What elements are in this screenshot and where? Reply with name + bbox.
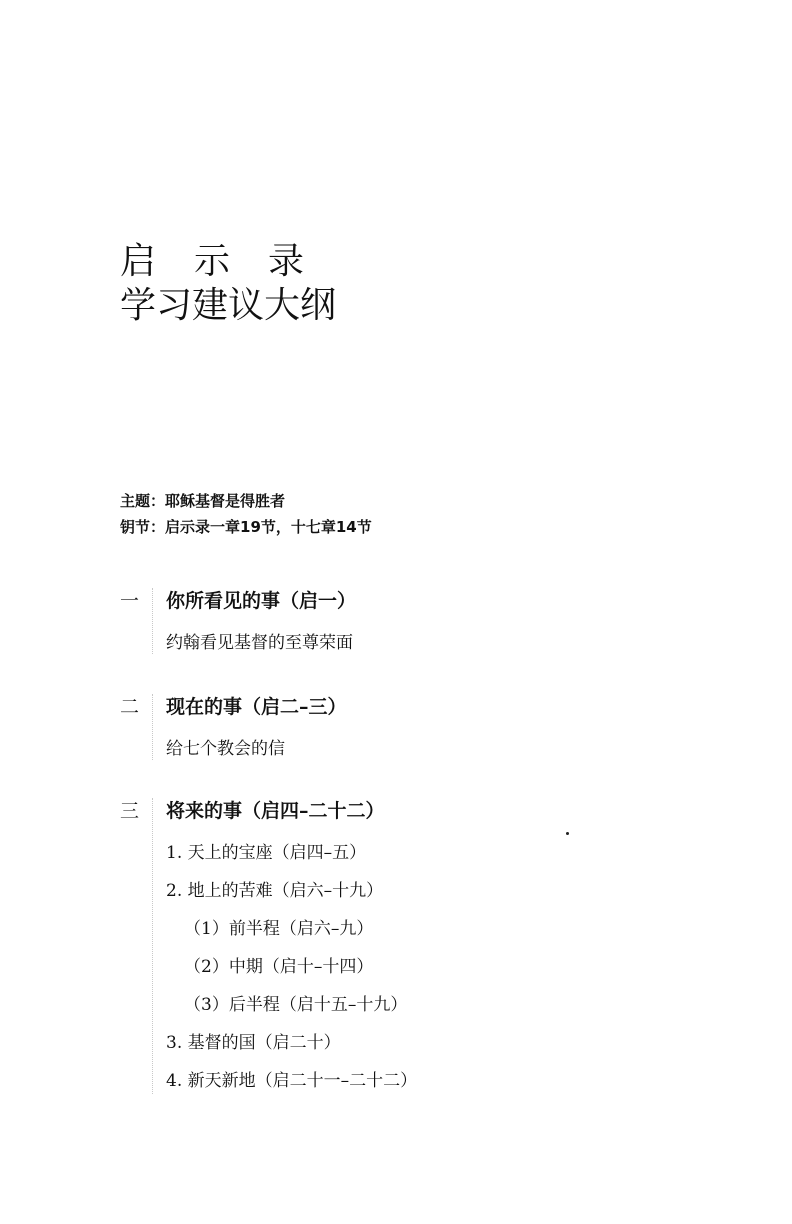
key-verse-line: 钥节：启示录一章19节，十七章14节 <box>120 518 372 536</box>
section-items <box>166 730 285 768</box>
meta-block <box>120 488 372 540</box>
section-divider <box>152 694 156 760</box>
list-item: 给七个教会的信 <box>166 739 285 759</box>
list-subitem: （3）后半程（启十五–十九） <box>184 995 408 1015</box>
list-item: 3. 基督的国（启二十） <box>166 1033 341 1053</box>
section-title: 将来的事（启四–二十二） <box>166 800 385 822</box>
section-number: 一 <box>120 590 140 612</box>
list-item: 1. 天上的宝座（启四–五） <box>166 843 367 863</box>
section-divider <box>152 798 156 1094</box>
list-item: 2. 地上的苦难（启六–十九） <box>166 881 384 901</box>
page-title: 启示录 <box>120 241 343 282</box>
section-items <box>166 834 417 1100</box>
list-item: 4. 新天新地（启二十一–二十二） <box>166 1071 418 1091</box>
section-title: 你所看见的事（启一） <box>166 590 357 612</box>
theme-line: 主题：耶稣基督是得胜者 <box>120 492 286 510</box>
list-subitem: （2）中期（启十–十四） <box>184 957 374 977</box>
section-number: 三 <box>120 800 140 822</box>
list-item: 约翰看见基督的至尊荣面 <box>166 633 353 653</box>
list-subitem: （1）前半程（启六–九） <box>184 919 374 939</box>
section-title: 现在的事（启二–三） <box>166 696 347 718</box>
section-number: 二 <box>120 696 140 718</box>
title-block <box>120 240 342 328</box>
scan-speck <box>566 832 569 835</box>
page-subtitle: 学习建议大纲 <box>120 285 337 326</box>
section-items <box>166 624 353 662</box>
section-divider <box>152 588 156 654</box>
